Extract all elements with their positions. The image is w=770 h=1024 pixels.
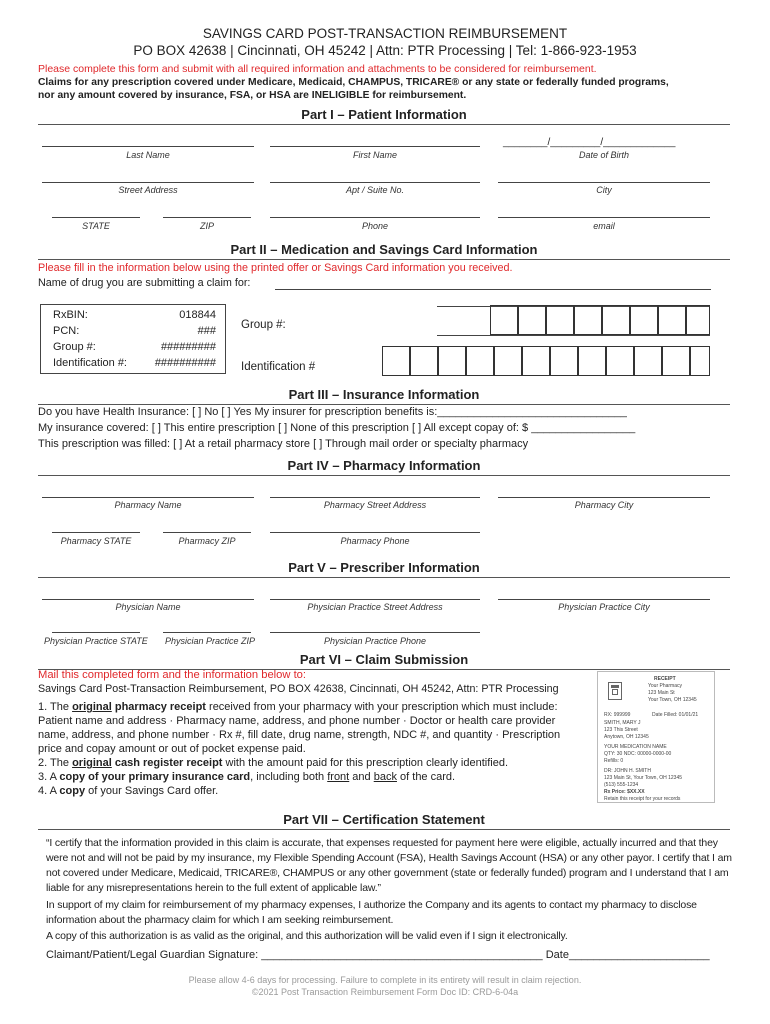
receipt-dr-addr: 123 Main St, Your Town, OH 12345 (604, 775, 683, 781)
receipt-addr2: Your Town, OH 12345 (648, 697, 697, 703)
state-label: STATE (82, 221, 110, 231)
mail-address: Savings Card Post-Transaction Reimbursement, PO BOX 42638, Cincinnati, OH 45242, Attn: PTR Processing (38, 683, 559, 695)
claim-item-4 (38, 785, 218, 797)
phone-label: Phone (361, 221, 389, 231)
item1-prefix: 1. The (38, 701, 69, 713)
group-box[interactable] (518, 305, 546, 335)
email-field[interactable] (498, 217, 710, 218)
claim-item-1-line4: price and copay amount or out of pocket expense paid. (38, 743, 306, 755)
claim-item-1-line2: Patient name and address · Pharmacy name, address, and phone number · Doctor or health care provider (38, 715, 556, 727)
pharmacy-phone-label: Pharmacy Phone (340, 536, 410, 546)
dob-label: Date of Birth (578, 150, 630, 160)
receipt-price: Rx Price: $XX.XX (604, 789, 645, 795)
pharmacy-street-field[interactable] (270, 497, 480, 498)
footer-processing-note: Please allow 4-6 days for processing. Failure to complete in its entirety will result in claim rejection. (188, 975, 582, 985)
receipt-ndc: QTY: 30 NDC: 00000-0000-00 (604, 751, 672, 757)
insurance-line-1[interactable]: Do you have Health Insurance: [ ] No [ ] Yes My insurer for prescription benefits is:_______________________________ (38, 406, 627, 418)
id-box[interactable] (382, 346, 410, 376)
ineligible-notice-1: Claims for any prescription covered under Medicare, Medicaid, CHAMPUS, TRICARE® or any state or federally funded programs, (38, 77, 669, 88)
pharmacy-zip-label: Pharmacy ZIP (178, 536, 236, 546)
first-name-field[interactable] (270, 146, 480, 147)
physician-city-label: Physician Practice City (558, 602, 650, 612)
claim-item-1-line3: name, address, and phone number · Rx #, fill date, drug name, strength, NDC #, and quantity · Prescription (38, 729, 561, 741)
street-label: Street Address (118, 185, 178, 195)
receipt-title: RECEIPT (654, 676, 676, 682)
claim-item-3 (38, 771, 455, 783)
form-address: PO BOX 42638 | Cincinnati, OH 45242 | Attn: PTR Processing | Tel: 1-866-923-1953 (133, 43, 637, 58)
insurance-line-2[interactable]: My insurance covered: [ ] This entire prescription [ ] None of this prescription [ ] All except copay of: $ _________________ (38, 422, 636, 434)
pcn-label: PCN: (53, 325, 80, 337)
claim-item-2 (38, 757, 508, 769)
apt-field[interactable] (270, 182, 480, 183)
receipt-patient: SMITH, MARY J (604, 720, 641, 726)
item2-original: original (72, 757, 112, 769)
physician-state-label: Physician Practice STATE (44, 636, 148, 646)
drug-name-field[interactable] (275, 289, 711, 290)
group-box[interactable] (574, 305, 602, 335)
phone-field[interactable] (270, 217, 480, 218)
id-box[interactable] (606, 346, 634, 376)
cert-p1-line3: not covered under Medicare, Medicaid, TRICARE®, CHAMPUS or any other government (state or federally funded) program and I understand that I am (46, 867, 729, 879)
part5-heading: Part V – Prescriber Information (38, 560, 730, 578)
receipt-med: YOUR MEDICATION NAME (604, 744, 667, 750)
pharmacy-state-label: Pharmacy STATE (60, 536, 132, 546)
last-name-field[interactable] (42, 146, 254, 147)
id-label: Identification #: (53, 357, 127, 369)
part4-heading: Part IV – Pharmacy Information (38, 458, 730, 476)
physician-name-field[interactable] (42, 599, 254, 600)
first-name-label: First Name (352, 150, 397, 160)
city-label: City (596, 185, 612, 195)
group-value: ######### (160, 341, 216, 353)
receipt-addr1: 123 Main St (648, 690, 675, 696)
item2-rest: with the amount paid for this prescription clearly identified. (225, 757, 509, 769)
ineligible-notice-2: nor any amount covered by insurance, FSA, or HSA are INELIGIBLE for reimbursement. (38, 90, 467, 101)
group-box[interactable] (630, 305, 658, 335)
receipt-patient-addr1: 123 This Street (604, 727, 638, 733)
pharmacy-name-label: Pharmacy Name (114, 500, 182, 510)
form-instruction: Please complete this form and submit with all required information and attachments to be considered for reimbursement. (38, 63, 597, 75)
part1-heading: Part I – Patient Information (38, 107, 730, 125)
cert-p1-line2: were not and will not be paid by my insurance, my Flexible Spending Account (FSA), Health Savings Account (HSA) or any other payor. I certify that I am (46, 852, 732, 864)
item1-bold: pharmacy receipt (114, 701, 206, 713)
physician-street-field[interactable] (270, 599, 480, 600)
physician-street-label: Physician Practice Street Address (307, 602, 443, 612)
receipt-pharmacy: Your Pharmacy (648, 683, 682, 689)
sample-receipt (597, 671, 715, 803)
pharmacy-name-field[interactable] (42, 497, 254, 498)
pharmacy-city-label: Pharmacy City (574, 500, 634, 510)
item4-prefix: 4. A (38, 785, 57, 797)
pcn-value: ### (197, 325, 216, 337)
item2-prefix: 2. The (38, 757, 69, 769)
id-box[interactable] (438, 346, 466, 376)
zip-label: ZIP (199, 221, 214, 231)
email-label: email (593, 221, 615, 231)
id-box[interactable] (690, 346, 710, 376)
mail-instruction: Mail this completed form and the information below to: (38, 669, 307, 681)
group-box[interactable] (546, 305, 574, 335)
item3-front: front (327, 771, 350, 783)
cert-p2-line1: In support of my claim for reimbursement of my pharmacy expenses, I authorize the Company and its agents to contact my pharmacy to disclose (46, 899, 697, 911)
id-box[interactable] (662, 346, 690, 376)
part2-instruction: Please fill in the information below using the printed offer or Savings Card information you received. (38, 262, 513, 274)
receipt-rx: RX: 999999 (604, 712, 631, 718)
group-bottom-line (437, 335, 710, 336)
claim-item-1 (38, 701, 558, 713)
physician-city-field[interactable] (498, 599, 710, 600)
item3-bold: copy of your primary insurance card (59, 771, 251, 783)
pharmacy-icon (608, 682, 622, 700)
group-box[interactable] (686, 305, 710, 335)
item4-rest: of your Savings Card offer. (88, 785, 219, 797)
zip-field[interactable] (163, 217, 251, 218)
group-box[interactable] (658, 305, 686, 335)
item3-prefix: 3. A (38, 771, 57, 783)
receipt-refill: Refills: 0 (604, 758, 624, 764)
state-field[interactable] (52, 217, 140, 218)
id-box[interactable] (522, 346, 550, 376)
item4-bold: copy (59, 785, 86, 797)
group-number-boxes[interactable] (437, 305, 710, 335)
receipt-dr-phone: (513) 555-1234 (604, 782, 639, 788)
physician-name-label: Physician Name (115, 602, 181, 612)
pharmacy-state-field[interactable] (52, 532, 140, 533)
id-box[interactable] (466, 346, 494, 376)
cert-p1-line1: “I certify that the information provided in this claim is accurate, that expenses requested for payment here were eligible, actually incurred and that they (46, 837, 718, 849)
form-title: SAVINGS CARD POST-TRANSACTION REIMBURSEMENT (202, 26, 568, 41)
receipt-patient-addr2: Anytown, OH 12345 (604, 734, 649, 740)
group-field-label: Group #: (241, 319, 286, 331)
item3-end: of the card. (400, 771, 456, 783)
rxbin-label: RxBIN: (53, 309, 88, 321)
physician-zip-label: Physician Practice ZIP (164, 636, 256, 646)
id-box[interactable] (634, 346, 662, 376)
physician-phone-field[interactable] (270, 632, 480, 633)
pharmacy-phone-field[interactable] (270, 532, 480, 533)
receipt-dr: DR: JOHN H. SMITH (604, 768, 651, 774)
identification-field-label: Identification # (241, 361, 316, 373)
drug-name-label: Name of drug you are submitting a claim for: (38, 277, 251, 289)
item3-and: and (352, 771, 371, 783)
street-field[interactable] (42, 182, 254, 183)
cert-p2-line2: information about the pharmacy claim for which I am seeking reimbursement. (46, 914, 394, 926)
cert-p1-line4: liable for any misrepresentations herein to the full extent of applicable law.” (46, 882, 381, 894)
savings-card-info-box (40, 304, 226, 374)
id-box[interactable] (410, 346, 438, 376)
part7-heading: Part VII – Certification Statement (38, 812, 730, 830)
pharmacy-zip-field[interactable] (163, 532, 251, 533)
pharmacy-city-field[interactable] (498, 497, 710, 498)
id-box[interactable] (494, 346, 522, 376)
pharmacy-street-label: Pharmacy Street Address (323, 500, 427, 510)
part6-heading: Part VI – Claim Submission (38, 652, 730, 670)
dob-field[interactable]: ________/_________/_____________ (503, 137, 676, 148)
group-label: Group #: (53, 341, 96, 353)
city-field[interactable] (498, 182, 710, 183)
id-box[interactable] (550, 346, 578, 376)
footer-doc-id: ©2021 Post Transaction Reimbursement Form Doc ID: CRD-6-04a (251, 987, 519, 997)
item3-back: back (373, 771, 397, 783)
rxbin-value: 018844 (179, 309, 216, 321)
physician-phone-label: Physician Practice Phone (323, 636, 427, 646)
item1-rest: received from your pharmacy with your prescription which must include: (209, 701, 558, 713)
item2-bold: cash register receipt (114, 757, 223, 769)
group-box[interactable] (602, 305, 630, 335)
insurance-line-3[interactable]: This prescription was filled: [ ] At a retail pharmacy store [ ] Through mail order or specialty pharmacy (38, 438, 529, 450)
item1-original: original (72, 701, 112, 713)
group-box[interactable] (490, 305, 518, 335)
part3-heading: Part III – Insurance Information (38, 387, 730, 405)
id-value: ########## (154, 357, 216, 369)
item3-mid: , including both (250, 771, 325, 783)
apt-label: Apt / Suite No. (345, 185, 405, 195)
receipt-date: Date Filled: 01/01/21 (652, 712, 699, 718)
id-box[interactable] (578, 346, 606, 376)
receipt-keep: Retain this receipt for your records (604, 796, 681, 802)
cert-p3: A copy of this authorization is as valid as the original, and this authorization will be valid even if I sign it electronically. (46, 930, 568, 942)
part2-heading: Part II – Medication and Savings Card Information (38, 242, 730, 260)
last-name-label: Last Name (126, 150, 170, 160)
identification-boxes[interactable] (382, 346, 710, 376)
signature-line[interactable]: Claimant/Patient/Legal Guardian Signature: ______________________________________________ Date_______________________ (46, 949, 710, 961)
physician-zip-field[interactable] (163, 632, 251, 633)
physician-state-field[interactable] (52, 632, 140, 633)
